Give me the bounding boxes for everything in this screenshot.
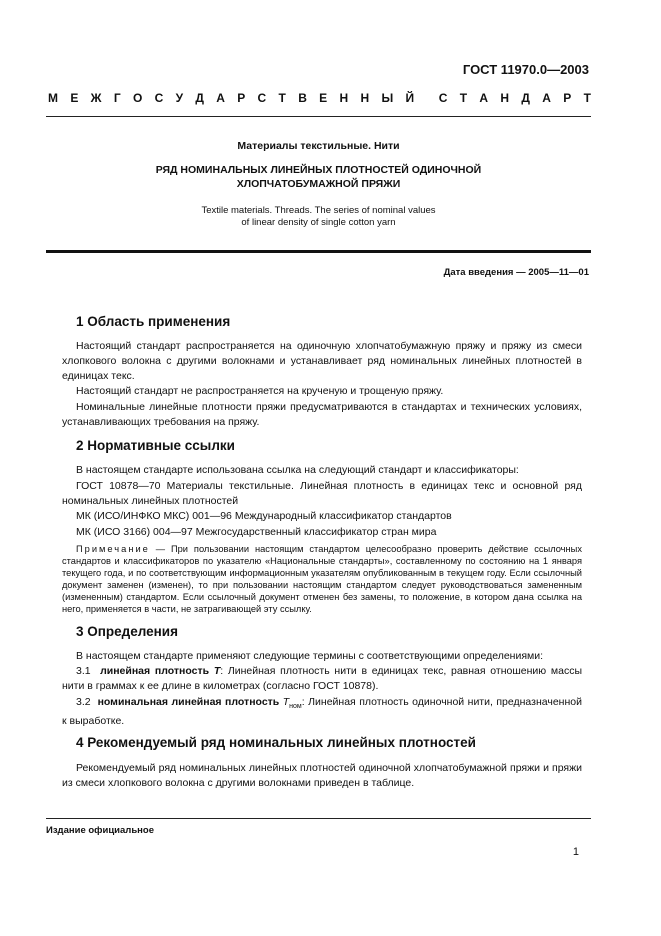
section-2-heading: 2 Нормативные ссылки: [76, 438, 235, 453]
interstate-letter: Н: [339, 91, 349, 105]
english-title-line-1: Textile materials. Threads. The series of nominal values: [201, 205, 436, 216]
interstate-letter: Ж: [90, 91, 102, 105]
definition-3-2-number: 3.2: [76, 696, 91, 708]
interstate-letter: Р: [563, 91, 572, 105]
interstate-letter: Т: [583, 91, 591, 105]
definition-3-1-number: 3.1: [76, 665, 91, 677]
definition-3-1-symbol: T: [213, 665, 221, 677]
definition-3-2: [62, 695, 582, 729]
section-2-paragraph-1: В настоящем стандарте использована ссылка на следующий стандарт и классификаторы:: [76, 464, 519, 476]
header-divider: [46, 116, 591, 117]
english-title-line-2: of linear density of single cotton yarn: [241, 217, 396, 228]
document-subtitle: Материалы текстильные. Нити: [237, 140, 400, 152]
standard-designation: ГОСТ 11970.0—2003: [462, 62, 589, 77]
section-3-heading: 3 Определения: [76, 624, 178, 639]
document-title-line-2: ХЛОПЧАТОБУМАЖНОЙ ПРЯЖИ: [236, 178, 401, 190]
official-edition-label: Издание официальное: [46, 825, 154, 836]
interstate-letter: С: [257, 91, 267, 105]
footer-divider: [46, 818, 591, 819]
interstate-letter: С: [438, 91, 448, 105]
section-1-paragraph-1: Настоящий стандарт распространяется на одиночную хлопчатобумажную пряжу и пряжу из смеси хлопкового волокна с другими волокнами и устанавливает ряд номинальных линейных плотностей в единицах текс.: [62, 340, 582, 382]
interstate-letter: Д: [521, 91, 530, 105]
interstate-letter: Н: [500, 91, 510, 105]
section-4-heading: 4 Рекомендуемый ряд номинальных линейных плотностей: [76, 735, 476, 750]
definition-3-2-subscript: ном: [289, 703, 302, 711]
interstate-letter: Р: [237, 91, 246, 105]
interstate-letter: Т: [278, 91, 286, 105]
section-3-paragraph-1: В настоящем стандарте применяют следующие термины с соответствующими определениями:: [76, 650, 544, 662]
section-2-reference-mk-004: МК (ИСО 3166) 004—97 Межгосударственный классификатор стран мира: [76, 526, 437, 538]
section-2-reference-gost: ГОСТ 10878—70 Материалы текстильные. Линейная плотность в единицах текс и основной ряд номинальных линейных плотностей: [62, 480, 582, 507]
section-4-paragraph-1: Рекомендуемый ряд номинальных линейных плотностей одиночной хлопчатобумажной пряжи и пряжи из смеси хлопкового волокна с другими волокнами приведен в таблице.: [62, 762, 582, 789]
section-1-heading: 1 Область применения: [76, 314, 231, 329]
interstate-letter: Ы: [381, 91, 394, 105]
note-label: Примечание: [76, 544, 150, 554]
interstate-letter: Г: [113, 91, 121, 105]
definition-3-1-term: линейная плотность: [100, 665, 210, 677]
section-1-paragraph-2: Настоящий стандарт не распространяется на крученую и трощеную пряжу.: [76, 385, 444, 397]
page-number: 1: [572, 846, 579, 858]
interstate-letter: В: [298, 91, 307, 105]
section-1-paragraph-3: Номинальные линейные плотности пряжи предусматриваются в стандартах и технических условиях, устанавливающих требования на пряжу.: [62, 401, 582, 428]
interstate-letter: Н: [360, 91, 370, 105]
interstate-standard-banner: [48, 91, 591, 105]
interstate-letter: Д: [195, 91, 204, 105]
section-2-reference-mk-001: МК (ИСО/ИНФКО МКС) 001—96 Международный классификатор стандартов: [76, 510, 452, 522]
interstate-letter: А: [542, 91, 551, 105]
interstate-letter: А: [479, 91, 489, 105]
definition-3-1-text: : Линейная плотность нити в единицах текс, равная отношению массы нити в граммах к ее длине в километрах (согласно ГОСТ 10878).: [62, 665, 582, 692]
title-divider: [46, 250, 591, 253]
interstate-letter: У: [175, 91, 184, 105]
interstate-letter: О: [132, 91, 143, 105]
interstate-letter: Е: [70, 91, 79, 105]
note-text: — При пользовании настоящим стандартом целесообразно проверить действие ссылочных стандартов и классификаторов по указателю «Национальные стандарты», составленному по состоянию на 1 января текущего года, и по соответствующим информационным указателям опубликованным в текущем году. Если ссылочный документ заменен (изменен), то при пользовании настоящим стандартом следует руководствоваться замененным (измененным) стандартом. Если ссылочный документ отменен без замены, то положение, в котором дана ссылка на него, применяется в части, не затрагивающей эту ссылку.: [62, 544, 582, 614]
definition-3-2-text: : Линейная плотность одиночной нити, предназначенной к выработке.: [62, 696, 582, 728]
interstate-letter: Т: [459, 91, 468, 105]
interstate-letter: С: [154, 91, 164, 105]
section-2-note: [62, 543, 582, 615]
intro-date: Дата введения — 2005—11—01: [443, 267, 589, 278]
interstate-letter: А: [216, 91, 225, 105]
interstate-letter: Е: [319, 91, 328, 105]
document-title-line-1: РЯД НОМИНАЛЬНЫХ ЛИНЕЙНЫХ ПЛОТНОСТЕЙ ОДИНОЧНОЙ: [155, 164, 482, 176]
interstate-letter: М: [48, 91, 58, 105]
definition-3-2-term: номинальная линейная плотность: [97, 696, 280, 708]
definition-3-1: [62, 664, 582, 694]
interstate-letter: Й: [405, 91, 415, 105]
definition-3-2-symbol: T: [282, 696, 290, 708]
